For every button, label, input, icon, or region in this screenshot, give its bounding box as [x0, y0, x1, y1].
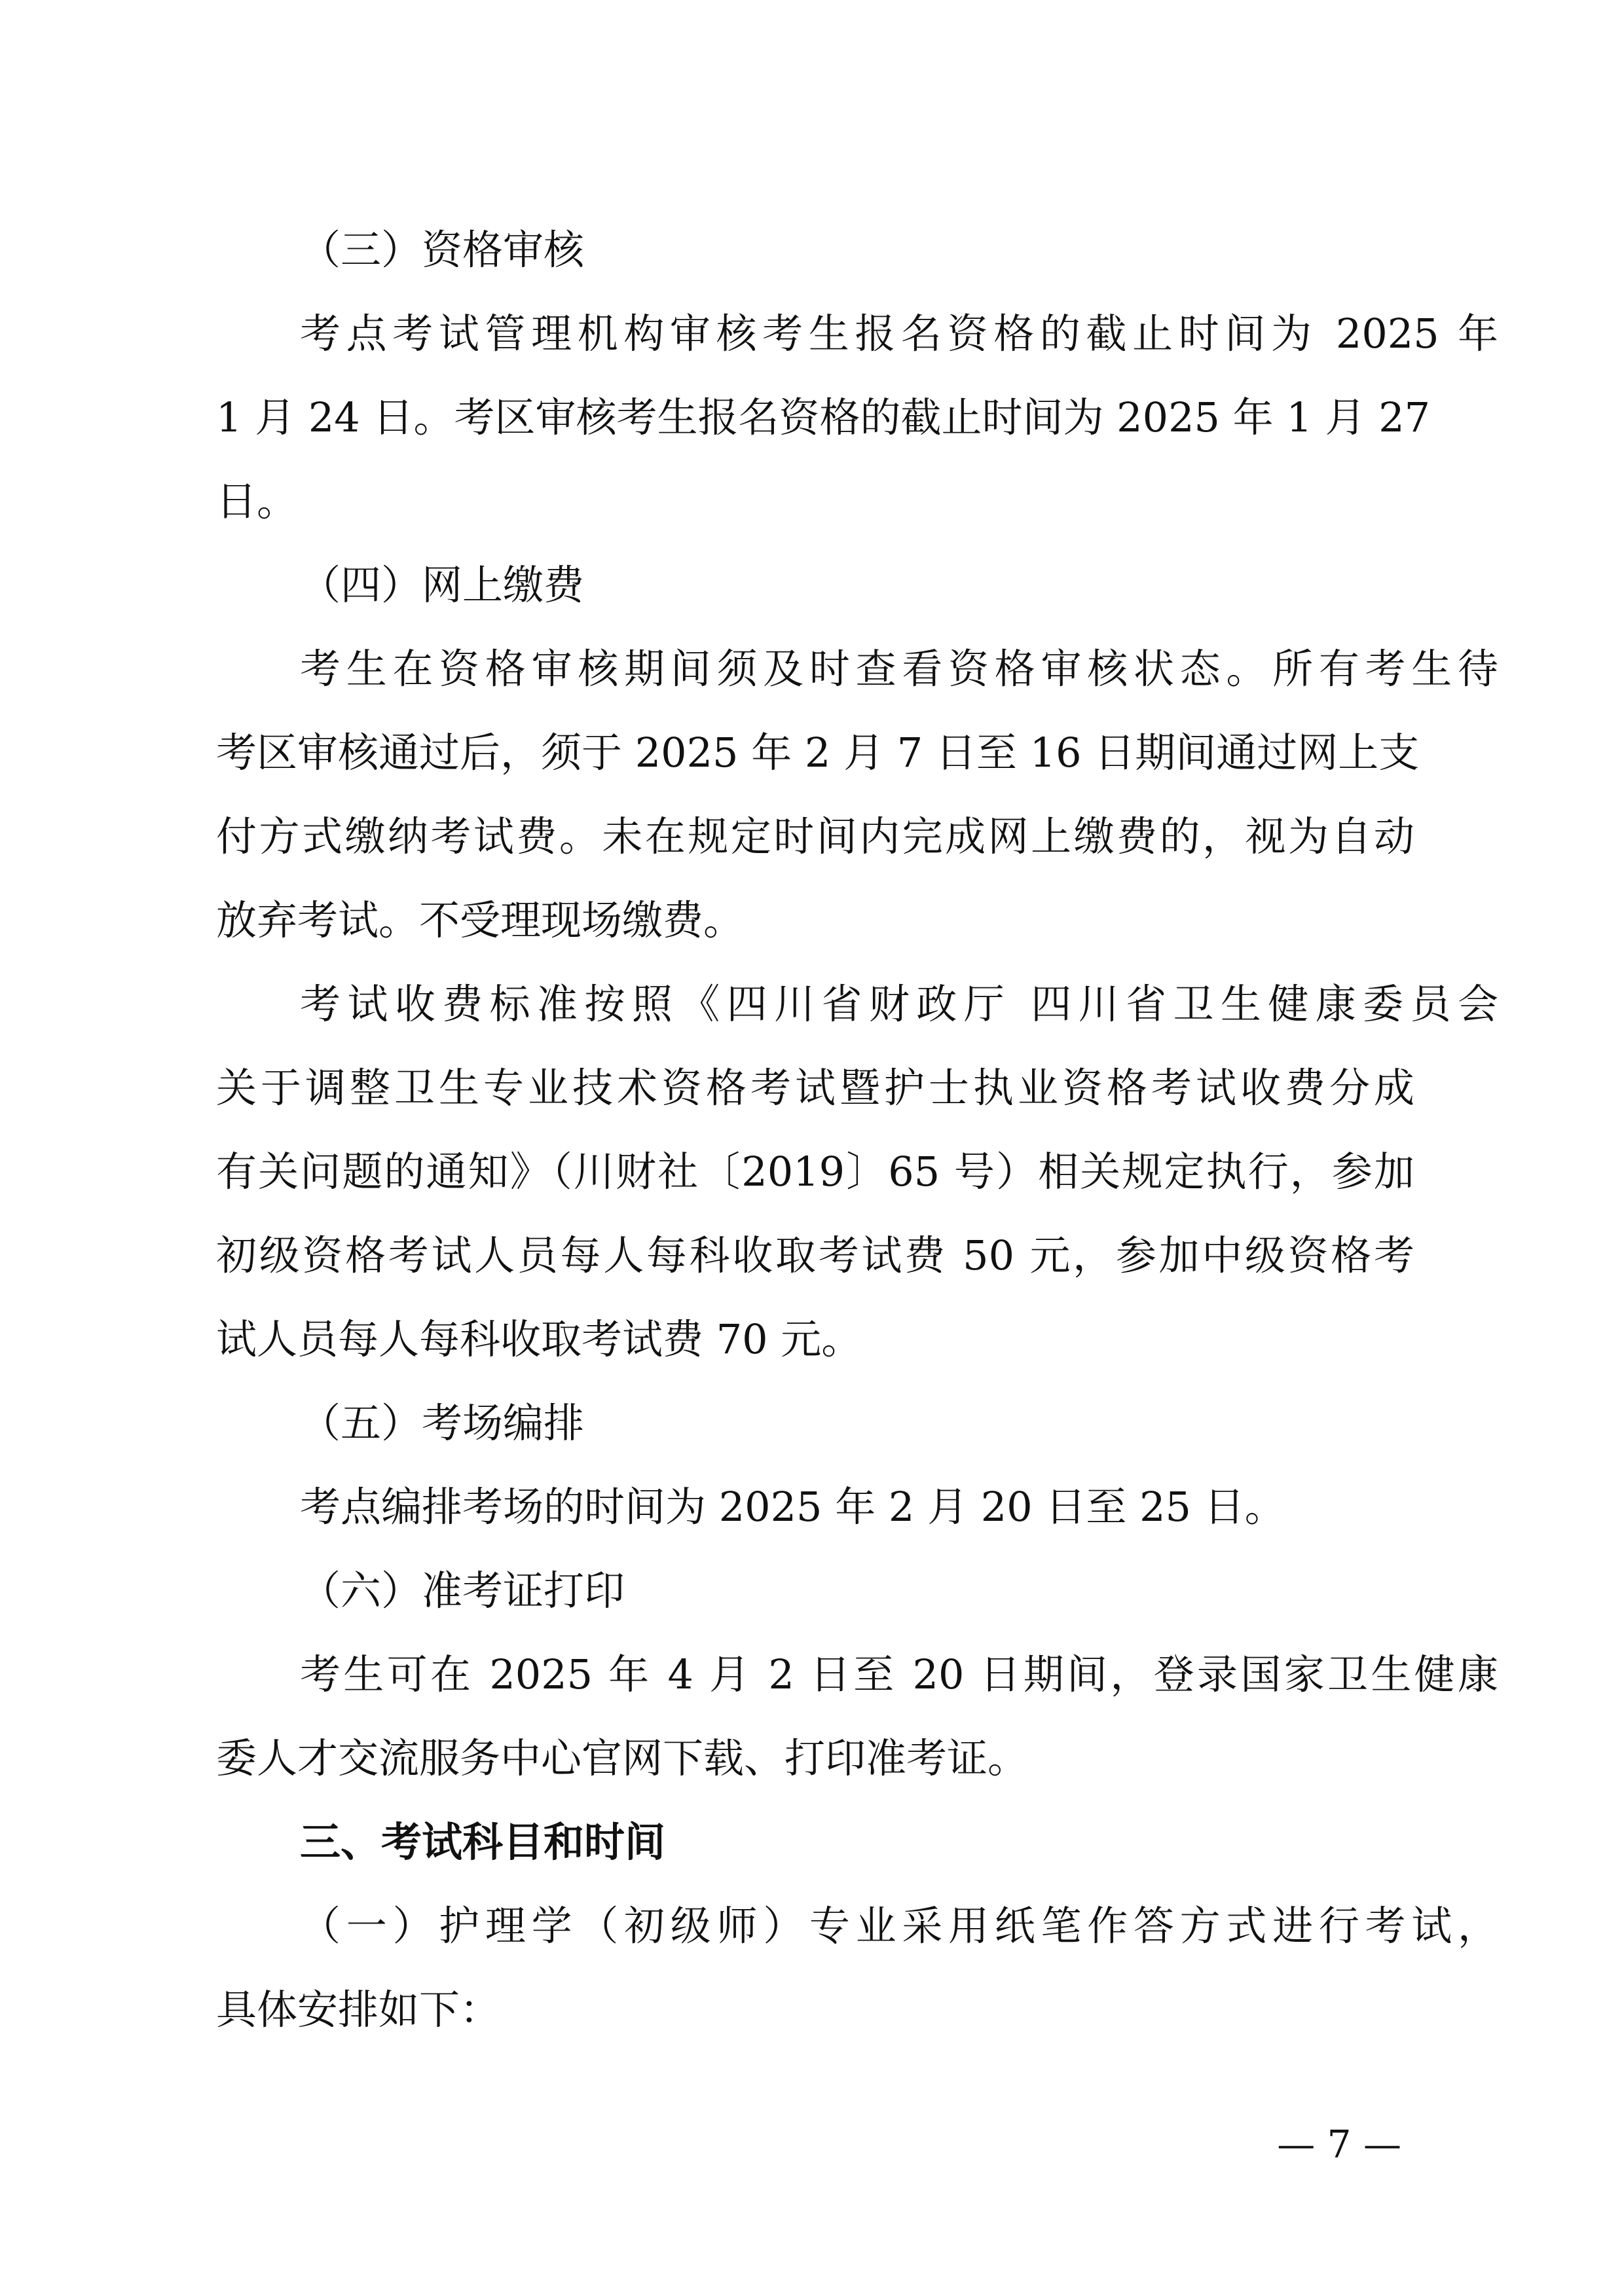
paragraph-line: 放弃考试。不受理现场缴费。: [216, 896, 745, 944]
paragraph-line: 考点考试管理机构审核考生报名资格的截止时间为 2025 年: [300, 310, 1498, 357]
section-heading-exam-room-arrangement: （五）考场编排: [300, 1399, 585, 1447]
paragraph-line: （一）护理学（初级师）专业采用纸笔作答方式进行考试，: [300, 1902, 1498, 1950]
paragraph-line: 有关问题的通知》（川财社〔2019〕65 号）相关规定执行，参加: [216, 1148, 1414, 1195]
paragraph-line: 初级资格考试人员每人每科收取考试费 50 元，参加中级资格考: [216, 1231, 1414, 1279]
paragraph-line: 委人才交流服务中心官网下载、打印准考证。: [216, 1734, 1029, 1782]
section-heading-online-payment: （四）网上缴费: [300, 561, 585, 609]
paragraph-line: 1 月 24 日。考区审核考生报名资格的截止时间为 2025 年 1 月 27: [216, 393, 1431, 441]
paragraph-line: 考点编排考场的时间为 2025 年 2 月 20 日至 25 日。: [300, 1483, 1285, 1531]
section-heading-exam-subjects-and-time: 三、考试科目和时间: [300, 1818, 666, 1866]
paragraph-line: 关于调整卫生专业技术资格考试暨护士执业资格考试收费分成: [216, 1064, 1414, 1112]
paragraph-line: 考生在资格审核期间须及时查看资格审核状态。所有考生待: [300, 645, 1498, 693]
section-heading-admission-ticket-printing: （六）准考证打印: [300, 1567, 625, 1614]
paragraph-line: 日。: [216, 477, 298, 525]
paragraph-line: 付方式缴纳考试费。未在规定时间内完成网上缴费的，视为自动: [216, 812, 1414, 860]
paragraph-line: 试人员每人每科收取考试费 70 元。: [216, 1315, 862, 1363]
paragraph-line: 考区审核通过后，须于 2025 年 2 月 7 日至 16 日期间通过网上支: [216, 729, 1420, 776]
paragraph-line: 考试收费标准按照《四川省财政厅 四川省卫生健康委员会: [300, 980, 1498, 1028]
page-number: — 7 —: [1277, 2122, 1401, 2166]
paragraph-line: 具体安排如下：: [216, 1986, 501, 2033]
section-heading-qualification-review: （三）资格审核: [300, 226, 585, 274]
paragraph-line: 考生可在 2025 年 4 月 2 日至 20 日期间，登录国家卫生健康: [300, 1650, 1498, 1698]
